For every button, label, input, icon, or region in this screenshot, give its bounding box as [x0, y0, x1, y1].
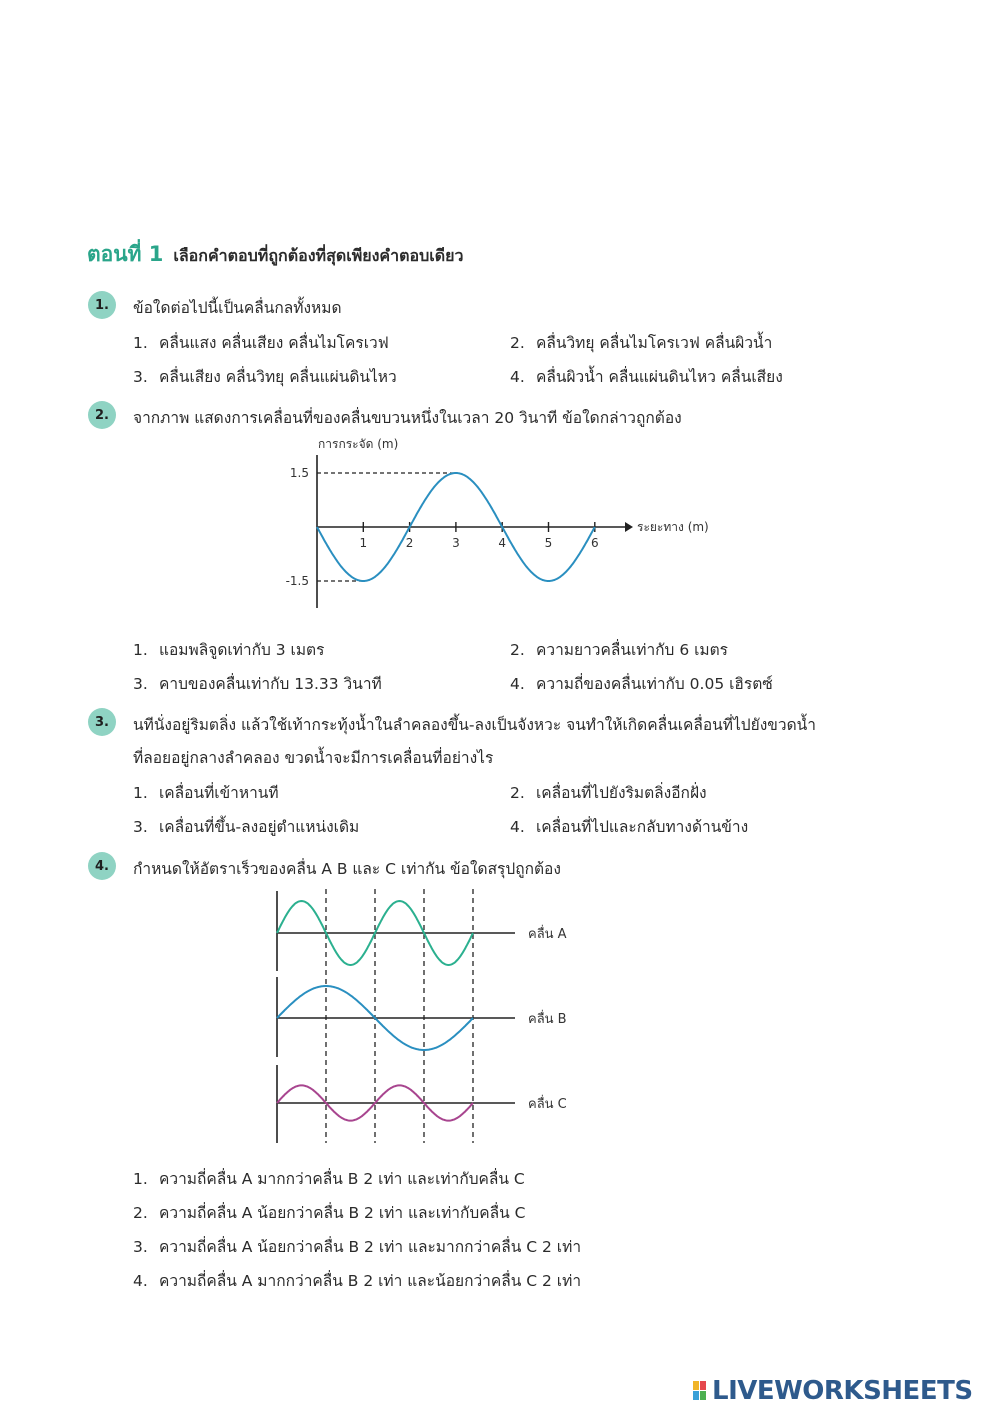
- option-text: คาบของคลื่นเท่ากับ 13.33 วินาที: [159, 675, 382, 693]
- option-text: ความถี่คลื่น A มากกว่าคลื่น B 2 เท่า และน้อยกว่าคลื่น C 2 เท่า: [159, 1272, 582, 1290]
- x-tick-label: 2: [405, 536, 414, 550]
- question-1-text: ข้อใดต่อไปนี้เป็นคลื่นกลทั้งหมด: [133, 299, 342, 317]
- chart-x-axis-arrow: [625, 522, 633, 532]
- y-tick-label: 1.5: [289, 466, 309, 480]
- displacement-distance-chart: [280, 430, 740, 620]
- wave-label: คลื่น A: [528, 927, 567, 942]
- option-number: 2.: [133, 1204, 148, 1222]
- y-tick-label: -1.5: [285, 574, 309, 588]
- question-4-badge: 4.: [88, 852, 116, 880]
- option-text: เคลื่อนที่เข้าหานที: [159, 784, 279, 802]
- option-text: คลื่นเสียง คลื่นวิทยุ คลื่นแผ่นดินไหว: [159, 368, 397, 386]
- x-tick-label: 3: [452, 536, 460, 550]
- q4-option-3[interactable]: [133, 1234, 581, 1259]
- q4-option-1[interactable]: [133, 1166, 525, 1191]
- question-1-badge: 1.: [88, 291, 116, 319]
- x-tick-label: 4: [498, 536, 507, 550]
- option-number: 1.: [133, 334, 148, 352]
- option-text: ความถี่ของคลื่นเท่ากับ 0.05 เฮิรตซ์: [536, 675, 773, 693]
- option-text: แอมพลิจูดเท่ากับ 3 เมตร: [159, 641, 325, 659]
- chart-y-axis-label: การกระจัด (m): [318, 437, 399, 451]
- option-number: 4.: [510, 675, 525, 693]
- x-tick-label: 1: [359, 536, 368, 550]
- question-2-text: จากภาพ แสดงการเคลื่อนที่ของคลื่นขบวนหนึ่งในเวลา 20 วินาที ข้อใดกล่าวถูกต้อง: [133, 409, 682, 427]
- q3-option-1[interactable]: [133, 780, 279, 805]
- x-tick-label: 6: [590, 536, 599, 550]
- logo-text: LIVEWORKSHEETS: [712, 1376, 973, 1406]
- option-text: ความถี่คลื่น A น้อยกว่าคลื่น B 2 เท่า และมากกว่าคลื่น C 2 เท่า: [159, 1238, 582, 1256]
- q4-option-4[interactable]: [133, 1268, 581, 1293]
- option-number: 1.: [133, 1170, 148, 1188]
- q2-option-1[interactable]: [133, 637, 324, 662]
- option-number: 4.: [133, 1272, 148, 1290]
- wave-label: คลื่น B: [528, 1012, 567, 1027]
- chart-x-axis-label: ระยะทาง (m): [637, 520, 709, 534]
- question-4-text: กำหนดให้อัตราเร็วของคลื่น A B และ C เท่ากัน ข้อใดสรุปถูกต้อง: [133, 860, 561, 878]
- option-text: ความยาวคลื่นเท่ากับ 6 เมตร: [536, 641, 729, 659]
- question-3-text-line2: ที่ลอยอยู่กลางลำคลอง ขวดน้ำจะมีการเคลื่อนที่อย่างไร: [133, 749, 494, 767]
- option-number: 1.: [133, 784, 148, 802]
- option-text: เคลื่อนที่ไปยังริมตลิ่งอีกฝั่ง: [536, 784, 707, 802]
- logo-mark-icon: [693, 1381, 707, 1401]
- option-number: 3.: [133, 818, 148, 836]
- q1-option-2[interactable]: [510, 330, 772, 355]
- question-3-text: นทีนั่งอยู่ริมตลิ่ง แล้วใช้เท้ากระทุ้งน้ำในลำคลองขึ้น-ลงเป็นจังหวะ จนทำให้เกิดคลื่นเคลื่อนที่ไปยังขวดน้ำ: [133, 716, 816, 734]
- q1-option-4[interactable]: [510, 364, 783, 389]
- wave-label: คลื่น C: [528, 1097, 567, 1112]
- q3-option-3[interactable]: [133, 814, 359, 839]
- q3-option-4[interactable]: [510, 814, 748, 839]
- option-number: 2.: [510, 334, 525, 352]
- option-number: 4.: [510, 368, 525, 386]
- option-text: เคลื่อนที่ขึ้น-ลงอยู่ตำแหน่งเดิม: [159, 818, 360, 836]
- option-text: ความถี่คลื่น A มากกว่าคลื่น B 2 เท่า และเท่ากับคลื่น C: [159, 1170, 525, 1188]
- option-text: คลื่นผิวน้ำ คลื่นแผ่นดินไหว คลื่นเสียง: [536, 368, 783, 386]
- option-number: 1.: [133, 641, 148, 659]
- option-number: 2.: [510, 641, 525, 659]
- q2-option-4[interactable]: [510, 671, 773, 696]
- option-number: 3.: [133, 1238, 148, 1256]
- section-label: ตอนที่ 1: [87, 242, 164, 266]
- q4-option-2[interactable]: [133, 1200, 525, 1225]
- question-3-badge: 3.: [88, 708, 116, 736]
- waves-abc-diagram: [260, 885, 600, 1150]
- option-number: 4.: [510, 818, 525, 836]
- section-instruction: เลือกคำตอบที่ถูกต้องที่สุดเพียงคำตอบเดียว: [173, 246, 464, 265]
- option-number: 3.: [133, 368, 148, 386]
- option-number: 3.: [133, 675, 148, 693]
- q1-option-1[interactable]: [133, 330, 389, 355]
- option-text: ความถี่คลื่น A น้อยกว่าคลื่น B 2 เท่า และเท่ากับคลื่น C: [159, 1204, 526, 1222]
- q3-option-2[interactable]: [510, 780, 707, 805]
- option-text: คลื่นวิทยุ คลื่นไมโครเวฟ คลื่นผิวน้ำ: [536, 334, 773, 352]
- option-text: เคลื่อนที่ไปและกลับทางด้านข้าง: [536, 818, 749, 836]
- period-dashed-lines: [326, 889, 473, 1143]
- liveworksheets-logo[interactable]: [693, 1374, 993, 1408]
- q2-option-2[interactable]: [510, 637, 728, 662]
- question-2-badge: 2.: [88, 401, 116, 429]
- wave-group: [277, 891, 567, 1143]
- x-tick-label: 5: [544, 536, 553, 550]
- section-title: [87, 238, 464, 271]
- q2-option-3[interactable]: [133, 671, 382, 696]
- option-text: คลื่นแสง คลื่นเสียง คลื่นไมโครเวฟ: [159, 334, 389, 352]
- option-number: 2.: [510, 784, 525, 802]
- q1-option-3[interactable]: [133, 364, 397, 389]
